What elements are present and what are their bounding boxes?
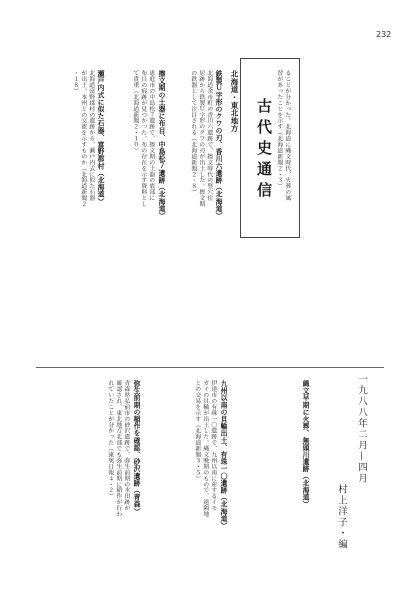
page-number: 232: [376, 30, 392, 39]
body-column: が出土。本州との交流を示すものか（北海道新聞２: [79, 70, 86, 207]
period-label: 一九八八年二月—四月: [356, 374, 367, 484]
author-label: 村上洋子・編: [336, 484, 347, 550]
article-heading: 擦文期の土器に布目、中島松７遺跡（北海道）: [157, 70, 165, 220]
article-heading: 瀬戸内式に似た石器、富野郡村（北海道）: [96, 70, 104, 205]
region-heading: 北海道・東北地方: [230, 70, 239, 133]
section-divider: [36, 367, 384, 368]
article-heading: 縄文早期に火葬、無頭川遺跡（北海道）: [301, 380, 309, 508]
body-column: ・１８）: [71, 70, 78, 94]
body-column: 習があったことを示す（北海道新聞２・３）: [275, 70, 282, 189]
body-column: 北海道余市町の香川六遺跡で、擦文時代の竪穴住: [205, 70, 212, 201]
body-column: れていたことが分かった（東奥日報４・２）: [106, 380, 113, 499]
body-column: 青森県弘前市の砂沢遺跡で、弥生前期の水田跡が: [122, 380, 129, 511]
body-column: 恵庭市の中島松７遺跡で、擦文期の土器の底部に: [147, 70, 154, 201]
article-heading: 鉄製Ｕ字形のクワの刃、香川六遺跡（北海道）: [214, 70, 222, 220]
body-column: 居跡から鉄製Ｕ字形のクワの刃が出土した。擦文期: [197, 70, 204, 207]
body-column: の鉄器として注目される（北海道新聞２・８）: [189, 70, 196, 195]
article-heading: 九州以南の貝輪出土、有珠一〇遺跡（北海道）: [219, 380, 227, 530]
body-column: 確認され、東北地方北部でも弥生前期に稲作が行わ: [114, 380, 121, 517]
body-column: ることが分かった。北海道に縄文時代、火葬の風: [283, 70, 290, 201]
body-column: との交易を示す（北海道新聞３・５）: [193, 380, 200, 482]
body-column: て貴重（北海道新聞２・１０）: [131, 70, 138, 154]
body-column: 伊達市の有珠一〇遺跡で、九州以南に産するイモ: [209, 380, 216, 511]
journal-title: 古代史通信: [255, 98, 273, 203]
article-heading: 弥生前期の稲作を確認、砂沢遺跡（青森）: [132, 380, 140, 515]
body-column: ガイの貝輪が出土した。縄文晩期のもので、遠隔地: [201, 380, 208, 517]
body-column: 北海道富野郡村の遺跡から、瀬戸内式に似た石器: [87, 70, 94, 201]
body-column: 布目の痕跡が見つかった。布の存在を示す資料とし: [139, 70, 146, 207]
